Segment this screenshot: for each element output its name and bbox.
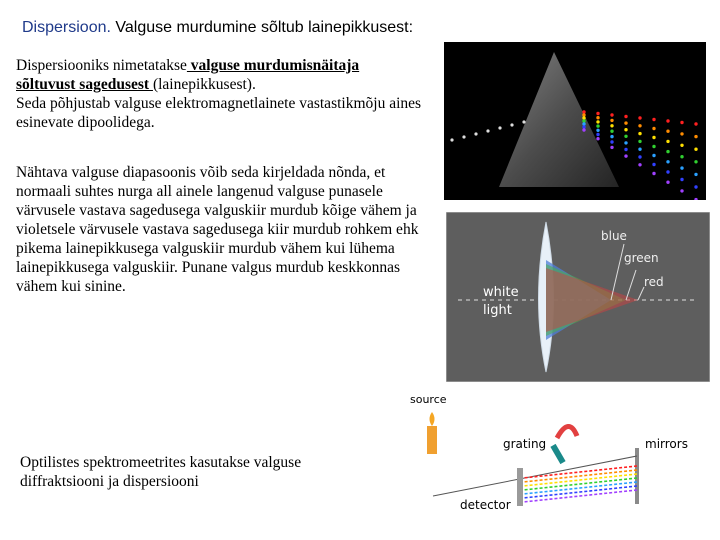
- spectrum-dot: [624, 135, 627, 138]
- spectrum-dot: [624, 115, 627, 118]
- spectrum-dot: [610, 113, 613, 116]
- spectrometer-diagram: [405, 386, 715, 536]
- spectrum-dot: [596, 124, 599, 127]
- label-source: source: [410, 393, 447, 406]
- spectrum-dot: [680, 189, 683, 192]
- spectrum-dot: [610, 119, 613, 122]
- spectrum-dot: [652, 127, 655, 130]
- spectrum-dot: [596, 137, 599, 140]
- label-detector: detector: [460, 498, 511, 512]
- detector-icon: [517, 468, 523, 506]
- spectrum-dot: [652, 154, 655, 157]
- spectrum-dot: [596, 120, 599, 123]
- spectrum-dot: [694, 160, 697, 163]
- spectrum-dot: [666, 150, 669, 153]
- spectrum-dot: [666, 130, 669, 133]
- spectrum-dot: [652, 172, 655, 175]
- label-mirrors: mirrors: [645, 437, 688, 451]
- spectrum-dot: [582, 125, 585, 128]
- spectrum-dot: [610, 146, 613, 149]
- spectrum-dot: [680, 166, 683, 169]
- spectrum-dot: [652, 145, 655, 148]
- grating-icon: [550, 444, 565, 464]
- label-green: green: [624, 251, 659, 265]
- spectrum-dot: [582, 119, 585, 122]
- spectrum-dot: [680, 155, 683, 158]
- spectrum-dot: [652, 118, 655, 121]
- spectrum-rays: [523, 466, 637, 502]
- spectrum-dot: [610, 140, 613, 143]
- spectrum-dot: [596, 129, 599, 132]
- label-blue: blue: [601, 229, 627, 243]
- spectrum-dot: [610, 135, 613, 138]
- spectrum-dot: [638, 132, 641, 135]
- spectrum-dot: [638, 140, 641, 143]
- spectrum-dot: [694, 198, 697, 200]
- spectrum-dot: [652, 136, 655, 139]
- definition-link-2[interactable]: sõltuvust sagedusest: [16, 76, 153, 93]
- spectrum-dot: [666, 119, 669, 122]
- spectrum-dot: [610, 130, 613, 133]
- prism-shape: [499, 52, 619, 187]
- spectrum-dot: [666, 160, 669, 163]
- spectrum-dot: [694, 135, 697, 138]
- spectrum-dot: [596, 112, 599, 115]
- spectrum-dot: [680, 132, 683, 135]
- spectrum-dot: [624, 121, 627, 124]
- spectrum-dot: [652, 163, 655, 166]
- spectrum-dot: [694, 122, 697, 125]
- spectrum-dot: [596, 116, 599, 119]
- spectrum-dot: [638, 148, 641, 151]
- label-white: white: [483, 285, 519, 300]
- label-red: red: [644, 275, 664, 289]
- spectrum-dot: [666, 170, 669, 173]
- spectrum-dot: [666, 181, 669, 184]
- spectrum-dot: [582, 110, 585, 113]
- definition-text-b: (lainepikkusest).: [152, 76, 256, 93]
- spectrum-dot: [638, 163, 641, 166]
- title-keyword: Dispersioon.: [22, 19, 111, 36]
- source-lamp-icon: [427, 412, 437, 454]
- spectrum-dot: [638, 155, 641, 158]
- paragraph-definition: [16, 56, 436, 132]
- spectrum-dot: [610, 124, 613, 127]
- prism-image: [444, 42, 706, 200]
- spectrum-dot: [582, 128, 585, 131]
- spectrum-dot: [638, 116, 641, 119]
- slide-title: [22, 19, 413, 37]
- spectrum-dot: [680, 121, 683, 124]
- definition-line-2: Seda põhjustab valguse elektromagnetlainete vastastikmõju aines esinevate dipoolidega.: [16, 95, 422, 131]
- label-light: light: [483, 303, 512, 318]
- spectrum-dot: [624, 154, 627, 157]
- spectrum-dot: [582, 116, 585, 119]
- spectrum-dot: [582, 113, 585, 116]
- paragraph-visible-light: Nähtava valguse diapasoonis võib seda kirjeldada nõnda, et normaali suhtes nurga all ainele langenud valguse punasele värvusele vastava sagedusega valguskiir murdub kõige vähem ja violetsele värvusele vastava sagedusega kiir murdub rohkem ehk pikema lainepikkusega valguskiir murdub vähem kui lühema lainepikkusega valguskiir. Punane valgus murdub keskkonnas vähem kui sinine.: [16, 164, 419, 295]
- spectrum-dot: [680, 144, 683, 147]
- spectrum-dot: [596, 133, 599, 136]
- incoming-white-beam: [450, 120, 525, 141]
- title-rest: Valguse murdumine sõltub lainepikkusest:: [110, 19, 414, 36]
- spectrum-dot: [624, 128, 627, 131]
- grating-arrow-icon: [557, 426, 577, 438]
- definition-text-a: Dispersiooniks nimetatakse: [16, 57, 187, 74]
- spectrum-dot: [624, 141, 627, 144]
- spectrum-dot: [624, 148, 627, 151]
- definition-link-1[interactable]: valguse murdumisnäitaja: [186, 57, 360, 74]
- spectrum-dot: [582, 122, 585, 125]
- lens-image: [446, 212, 710, 382]
- spectrum-dot: [694, 185, 697, 188]
- paragraph-spectrometers: Optilistes spektromeetrites kasutakse valguse diffraktsiooni ja dispersiooni: [20, 454, 302, 490]
- spectrum-dot: [680, 178, 683, 181]
- spectrum-dot: [694, 173, 697, 176]
- spectrum-dot: [666, 140, 669, 143]
- spectrum-dot: [694, 148, 697, 151]
- spectrum-dot: [638, 124, 641, 127]
- label-grating: grating: [503, 437, 547, 451]
